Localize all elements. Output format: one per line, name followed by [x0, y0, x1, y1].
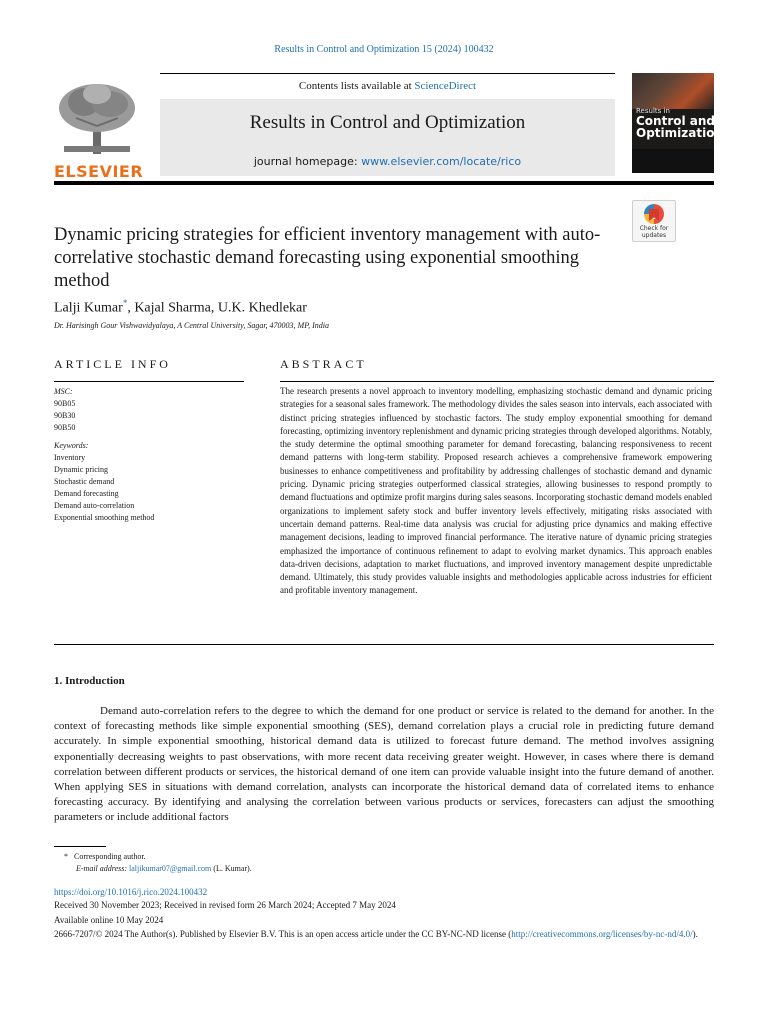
masthead-top-rule: [160, 73, 615, 74]
corresponding-author-mark[interactable]: *: [122, 298, 128, 308]
journal-cover-image[interactable]: [632, 73, 723, 173]
msc-code: 90B50: [54, 423, 76, 432]
contents-availability: [160, 80, 615, 92]
cover-title: [636, 115, 723, 139]
crossmark-label-line-2: updates: [641, 232, 667, 239]
contents-prefix: Contents lists available at: [298, 80, 412, 92]
doi-link[interactable]: https://doi.org/10.1016/j.rico.2024.100432: [54, 887, 208, 897]
homepage-link[interactable]: www.elsevier.com/locate/rico: [361, 155, 522, 168]
section-heading-introduction: 1. Introduction: [54, 675, 125, 687]
cover-title-line-1: Control and: [636, 114, 716, 128]
cover-artwork: [632, 73, 714, 109]
received-dates: Received 30 November 2023; Received in revised form 26 March 2024; Accepted 7 May 2024: [54, 900, 396, 910]
sciencedirect-link[interactable]: ScienceDirect: [414, 80, 477, 92]
masthead-bottom-rule: [54, 181, 714, 185]
journal-homepage: [160, 155, 615, 168]
email-owner: (L. Kumar).: [213, 864, 252, 873]
keyword: Dynamic pricing: [54, 465, 108, 474]
cover-title-line-2: Optimization: [636, 126, 723, 140]
author-1[interactable]: Lalji Kumar: [54, 300, 123, 316]
elsevier-tree-icon: [54, 80, 140, 156]
footnote-rule: [54, 846, 106, 847]
elsevier-logo: [54, 80, 144, 181]
abstract-text: The research presents a novel approach to inventory modelling, emphasizing stochastic demand and dynamic pricing strategies for a seasonal sales framework. The methodology divides the sales season into intervals, each associated with distinct pricing strategies influenced by stochastic factors. The study employ exponential smoothing for demand forecasting, optimizing inventory replenishment and dynamic pricing strategies through developed algorithms. Notably, the study determine the optimal smoothing parameter for demand forecasting, balancing responsiveness to recent demand patterns with long-term stability. Proposed research achieves a comprehensive framework empowering businesses to enhance competitiveness and profitability by addressing challenges of stochastic demand and dynamic pricing. Dynamic pricing strategies outperformed classical strategies, allowing businesses to respond promptly to demand fluctuations and optimize profit margins during sales seasons. Incorporating stochastic demand models enabled organizations to implement safety stock and buffer inventory levels effectively, mitigating risks associated with uncertain demand patterns. Real-time data analysis was crucial for adjusting price dynamics and making effective management decisions, leading to improved financial performance. The iterative nature of dynamic pricing strategies emphasized the importance of continuous refinement to adapt to evolving market dynamics. This approach enables data-driven decisions, adaptation to market fluctuations, and improved inventory management despite unpredictable demand. Ultimately, this study provides valuable insights and methodologies applicable across industries for efficient and profitable inventory management.: [280, 386, 712, 596]
license-prefix: 2666-7207/© 2024 The Author(s). Published by Elsevier B.V. This is an open access article under the CC BY-NC-ND license (: [54, 929, 512, 939]
affiliation: Dr. Harisingh Gour Vishwavidyalaya, A Central University, Sagar, 470003, MP, India: [54, 321, 329, 330]
journal-title: Results in Control and Optimization: [249, 112, 526, 133]
corresponding-author-footnote: [64, 852, 146, 861]
authors-rest[interactable]: , Kajal Sharma, U.K. Khedlekar: [127, 300, 307, 316]
author-list: [54, 298, 307, 317]
article-title: Dynamic pricing strategies for efficient inventory management with auto-correlative stochastic demand forecasting using exponential smoothing method: [54, 225, 601, 291]
msc-label: MSC:: [54, 387, 73, 396]
crossmark-label: [633, 225, 675, 239]
keyword: Demand forecasting: [54, 489, 119, 498]
introduction-paragraph: Demand auto-correlation refers to the degree to which the demand for one product or service is related to the demand for another. In the context of forecasting methods like simple exponential smoothing (SES), demand correlation plays a crucial role in predicting future demand accurately. In simple exponential smoothing, historical demand data is utilized to forecast future demand. The method involves assigning exponentially decreasing weights to past observations, with more recent data receiving greater weight. However, in cases where there is demand correlation between different products or services, the historical demand of one item can provide valuable insight into the future demand of another. When applying SES in situations with demand correlation, analysts can incorporate the historical demand data of correlated items to enhance forecasting accuracy. By identifying and analysing the correlation between various products or services, forecasters can adjust the smoothing parameters or include additional factors: [54, 705, 714, 824]
keyword: Inventory: [54, 453, 86, 462]
homepage-prefix: journal homepage:: [253, 155, 358, 168]
msc-code: 90B05: [54, 399, 76, 408]
keyword: Exponential smoothing method: [54, 513, 155, 522]
article-info-rule: [54, 381, 244, 382]
abstract-heading: ABSTRACT: [280, 357, 367, 371]
footnote-mark: *: [64, 852, 68, 861]
license-suffix: ).: [692, 929, 698, 939]
email-footnote: [76, 864, 252, 873]
check-for-updates-button[interactable]: [632, 200, 676, 242]
license-link[interactable]: http://creativecommons.org/licenses/by-nc-nd/4.0/: [511, 929, 693, 939]
online-date: Available online 10 May 2024: [54, 915, 164, 925]
article-info-block: [54, 386, 254, 524]
email-label: E-mail address:: [76, 864, 128, 873]
abstract-rule: [280, 381, 714, 382]
email-link[interactable]: laljikumar07@gmail.com: [129, 864, 212, 873]
cover-small-text: Results in: [636, 107, 670, 115]
license-statement: [54, 928, 714, 941]
crossmark-label-line-1: Check for: [639, 225, 669, 232]
msc-code: 90B30: [54, 411, 76, 420]
cover-footer: [632, 149, 714, 173]
article-info-heading: ARTICLE INFO: [54, 357, 171, 371]
abstract-bottom-rule: [54, 644, 714, 645]
publisher-wordmark: ELSEVIER: [54, 162, 144, 181]
journal-citation-link[interactable]: Results in Control and Optimization 15 (2024) 100432: [274, 44, 494, 55]
keyword: Demand auto-correlation: [54, 501, 135, 510]
footnote-text: Corresponding author.: [74, 852, 146, 861]
keywords-label: Keywords:: [54, 441, 89, 450]
keyword: Stochastic demand: [54, 477, 115, 486]
